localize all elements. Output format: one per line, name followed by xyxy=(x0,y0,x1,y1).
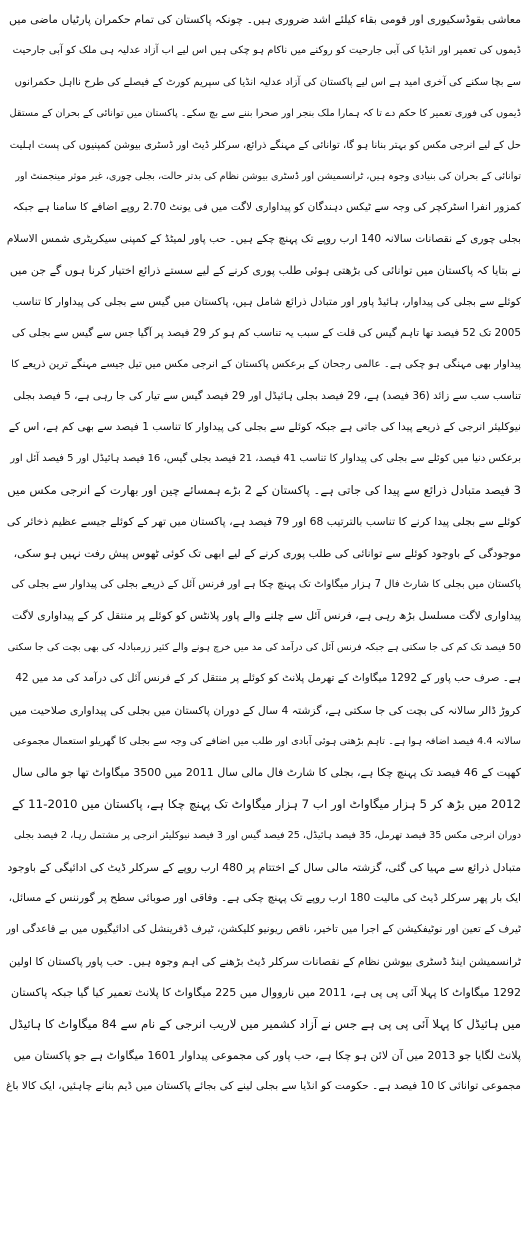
article-line: کوئلے سے بجلی کی پیداوار، ہائیڈ پاور اور متبادل ذرائع شامل ہیں، پاکستان میں گیس سے بجلی کی پیداوار کا تناسب xyxy=(12,295,521,308)
article-line: میں ہائیڈل کا پہلا آئی پی پی ہے جس نے آزاد کشمیر میں لاریب انرجی کے نام سے 84 میگاواٹ کا ہائیڈل xyxy=(9,1016,521,1031)
article-line: سے بچا سکنے کی آخری امید ہے اس لیے پاکستان کی آزاد عدلیہ انڈیا کی سپریم کورٹ کے فیصلے کی طرح نااہل حکمرانوں xyxy=(14,76,521,88)
article-line: بجلی چوری کے نقصانات سالانہ 140 ارب روپے تک پہنچ چکے ہیں۔ حب پاور لمیٹڈ کے کمپنی سیکریٹری شمس الاسلام xyxy=(6,232,521,245)
article-line: نیوکلیئر انرجی کے ذریعے پیدا کی جاتی ہے جبکہ کوئلے سے بجلی کی پیداوار کا تناسب 1 فیصد سے بھی کم ہے، اس کے xyxy=(8,421,521,434)
article-line: 1292 میگاواٹ کا پہلا آئی پی پی ہے، 2011 میں نارووال میں 225 میگاواٹ کا پلانٹ تعمیر کیا گیا جبکہ پاکستان xyxy=(11,986,521,1000)
article-line: مجموعی توانائی کا 10 فیصد ہے۔ حکومت کو انڈیا سے بجلی لینے کی بجائے پاکستان میں ڈیم بنانے چاہئیں، ایک کالا باغ xyxy=(6,1080,521,1093)
article-line: پاکستان میں بجلی کا شارٹ فال 7 ہزار میگاواٹ تک پہنچ چکا ہے اور فرنس آئل کے ذریعے بجلی کی پیداوار سے بجلی کی xyxy=(11,579,521,591)
article-line: ہے۔ صرف حب پاور کے 1292 میگاواٹ کے تھرمل پلانٹ کو کوئلے پر منتقل کر کے فرنس آئل کی درآمد کی مد میں 42 xyxy=(15,672,521,685)
article-line: دوران انرجی مکس 35 فیصد تھرمل، 35 فیصد ہائیڈل، 25 فیصد گیس اور 3 فیصد نیوکلیئر انرجی پر مشتمل رہا، 2 فیصد بجلی xyxy=(14,830,521,842)
article-line: پیداواری لاگت مسلسل بڑھ رہی ہے، فرنس آئل سے چلنے والے پاور پلانٹس کو کوئلے پر منتقل کر کے پیداواری لاگت xyxy=(11,609,521,623)
article-line: توانائی کے بحران کی بنیادی وجوہ ہیں، ٹرانسمیشن اور ڈسٹری بیوشن نظام کی بدتر حالت، بجلی چوری، غیر موثر مینجمنٹ اور xyxy=(15,170,521,182)
article-line: کوئلے سے بجلی پیدا کرنے کا تناسب بالترتیب 68 اور 79 فیصد ہے، پاکستان میں تھر کے کوئلے جیسے عظیم ذخائر کی xyxy=(6,515,521,529)
article-line: ٹیرف کے تعین اور نوٹیفکیشن کے اجرا میں تاخیر، ناقص ریونیو کلیکشن، ٹیرف ڈفرینشل کی ادائیگیوں میں بے قاعدگی اور xyxy=(6,923,521,936)
article-line: برعکس دنیا میں کوئلے سے بجلی کی پیداوار کا تناسب 41 فیصد، 21 فیصد بجلی گیس، 16 فیصد ہائیڈل اور 5 فیصد آئل اور xyxy=(10,453,521,465)
article-line: پلانٹ لگایا جو 2013 میں آن لائن ہو چکا ہے، حب پاور کی مجموعی پیداوار 1601 میگاواٹ ہے جو پاکستان میں xyxy=(13,1048,521,1062)
article-line: 50 فیصد تک کم کی جا سکتی ہے جبکہ فرنس آئل کی درآمد کی مد میں خرچ ہونے والے کثیر زرمبادلہ کی بھی بچت کی جا سکتی xyxy=(7,641,521,653)
article-line: ڈیموں کی فوری تعمیر کا حکم دے تا کہ ہمارا ملک بنجر اور صحرا بننے سے بچ سکے۔ پاکستان میں توانائی کے بحران کے مستقل xyxy=(9,108,521,120)
article-line: متبادل ذرائع سے مہیا کی گئی، گزشتہ مالی سال کے اختتام پر 480 ارب روپے کے سرکلر ڈیٹ کی ادائیگی کے باوجود xyxy=(7,860,521,874)
article-line: کروڑ ڈالر سالانہ کی بچت کی جا سکتی ہے، گزشتہ 4 سال کے دوران پاکستان میں بجلی کی پیداواری صلاحیت میں xyxy=(9,703,521,717)
article-line: نے بتایا کہ پاکستان میں توانائی کی بڑھتی ہوئی طلب پوری کرنے کے لیے سستے ذرائع اختیار کرنا ہوں گے جن میں xyxy=(9,264,521,278)
article-line: 2005 تک 52 فیصد تھا تاہم گیس کی قلت کے سبب یہ تناسب کم ہو کر 29 فیصد پر آگیا جس سے گیس سے بجلی کی xyxy=(11,326,521,339)
article-line: معاشی بقوڈسکیوری اور قومی بقاء کیلئے اشد ضروری ہیں۔ چونکہ پاکستان کی تمام حکمران پارٹیاں ماضی میں xyxy=(9,13,521,26)
article-line: کمزور انفرا اسٹرکچر کی وجہ سے ٹیکس دہندگان کو پیداواری لاگت میں فی یونٹ 2.70 روپے اضافے کا سامنا ہے جبکہ xyxy=(12,201,521,214)
article-line: ٹرانسمیشن اینڈ ڈسٹری بیوشن نظام کے نقصانات سرکلر ڈیٹ بڑھنے کی اہم وجوہ ہیں۔ حب پاور پاکستان کا اولین xyxy=(8,954,521,968)
article-line: سالانہ 4.4 فیصد اضافہ ہوا ہے۔ تاہم بڑھتی ہوئی آبادی اور طلب میں اضافے کی وجہ سے بجلی کا گھریلو استعمال مجموعی xyxy=(13,735,521,747)
article-line: کھپت کے 46 فیصد تک پہنچ چکا ہے، بجلی کا شارٹ فال مالی سال 2011 میں 3500 میگاواٹ تھا جو مالی سال xyxy=(12,766,521,780)
article-line: موجودگی کے باوجود کوئلے سے توانائی کی طلب پوری کرنے کے لیے ابھی تک کوئی ٹھوس پیش رفت نہیں ہو سکی، xyxy=(13,546,521,560)
article-line: تناسب سب سے زائد (36 فیصد) ہے، 29 فیصد بجلی ہائیڈل اور 29 فیصد گیس سے تیار کی جا رہی ہے، 5 فیصد بجلی xyxy=(13,389,521,402)
article-body xyxy=(6,4,521,1103)
article-line: 2012 میں بڑھ کر 5 ہزار میگاواٹ اور اب 7 ہزار میگاواٹ تک پہنچ چکا ہے، پاکستان میں 2010-11 کے xyxy=(11,796,521,811)
article-line: حل کے لیے انرجی مکس کو بہتر بنانا ہو گا، توانائی کے مہنگے ذرائع، سرکلر ڈیٹ اور ڈسٹری بیوشن کمپنیوں کی پست اہلیت xyxy=(9,139,521,151)
article-line: 3 فیصد متبادل ذرائع سے پیدا کی جاتی ہے۔ پاکستان کے 2 بڑے ہمسائے چین اور بھارت کے انرجی مکس میں xyxy=(7,482,521,497)
article-line: ڈیموں کی تعمیر اور انڈیا کی آبی جارحیت کو روکنے میں ناکام ہو چکی ہیں اس لیے اب آزاد عدلیہ ہی ملک کو آبی جارحیت xyxy=(12,45,521,57)
article-line: ایک بار پھر سرکلر ڈیٹ کی مالیت 180 ارب روپے تک پہنچ چکی ہے۔ وفاقی اور صوبائی سطح پر گورننس کے مسائل، xyxy=(8,891,521,904)
article-line: پیداوار بھی مہنگی ہو چکی ہے۔ عالمی رجحان کے برعکس پاکستان کے انرجی مکس میں تیل جیسے مہنگے ترین ذریعے کا xyxy=(11,359,521,371)
